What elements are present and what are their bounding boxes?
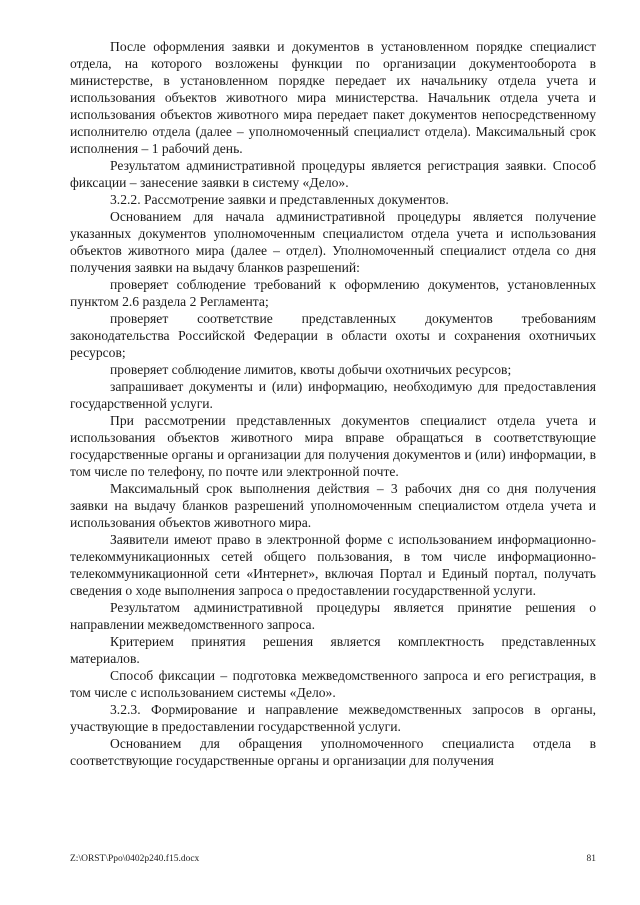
- section-heading: 3.2.2. Рассмотрение заявки и представленных документов.: [110, 192, 449, 207]
- section-heading: 3.2.3. Формирование и направление межведомственных запросов в органы, участвующие в предоставлении государственной услуги.: [70, 702, 596, 734]
- paragraph: При рассмотрении представленных документов специалист отдела учета и использования объектов животного мира вправе обращаться в соответствующие государственные органы и организации для получения документов и (или) информации, в том числе по телефону, по почте или электронной почте.: [70, 413, 596, 479]
- paragraph: Заявители имеют право в электронной форме с использованием информационно-телекоммуникационных сетей общего пользования, в том числе информационно-телекоммуникационной сети «Интернет», включая Портал и Единый портал, получать сведения о ходе выполнения запроса о предоставлении государственной услуги.: [70, 532, 596, 598]
- paragraph: Критерием принятия решения является комплектность представленных материалов.: [70, 634, 596, 666]
- page-number: 81: [586, 854, 596, 864]
- paragraph: Максимальный срок выполнения действия – 3 рабочих дня со дня получения заявки на выдачу бланков разрешений уполномоченным специалистом отдела учета и использования объектов животного мира.: [70, 481, 596, 530]
- list-item: проверяет соблюдение требований к оформлению документов, установленных пунктом 2.6 раздела 2 Регламента;: [70, 277, 596, 309]
- paragraph: Способ фиксации – подготовка межведомственного запроса и его регистрация, в том числе с использованием системы «Дело».: [70, 668, 596, 700]
- list-item: запрашивает документы и (или) информацию, необходимую для предоставления государственной услуги.: [70, 379, 596, 411]
- paragraph: Основанием для обращения уполномоченного специалиста отдела в соответствующие государственные органы и организации для получения: [70, 736, 596, 768]
- list-item: проверяет соответствие представленных документов требованиям законодательства Российской Федерации в области охоты и сохранения охотничьих ресурсов;: [70, 311, 596, 360]
- paragraph: Основанием для начала административной процедуры является получение указанных документов уполномоченным специалистом отдела учета и использования объектов животного мира (далее – отдел). Уполномоченный специалист отдела со дня получения заявки на выдачу бланков разрешений:: [70, 209, 596, 275]
- paragraph: После оформления заявки и документов в установленном порядке специалист отдела, на которого возложены функции по организации документооборота в министерстве, в установленном порядке передает их начальнику отдела учета и использования объектов животного мира министерства. Начальник отдела учета и использования объектов животного мира передает пакет документов непосредственному исполнителю отдела (далее – уполномоченный специалист отдела). Максимальный срок исполнения – 1 рабочий день.: [70, 39, 596, 156]
- document-body: [70, 38, 596, 769]
- paragraph: Результатом административной процедуры является принятие решения о направлении межведомственного запроса.: [70, 600, 596, 632]
- footer-file-path: Z:\ORST\Ppo\0402p240.f15.docx: [70, 854, 200, 864]
- paragraph: Результатом административной процедуры является регистрация заявки. Способ фиксации – занесение заявки в систему «Дело».: [70, 158, 596, 190]
- list-item: проверяет соблюдение лимитов, квоты добычи охотничьих ресурсов;: [110, 362, 512, 377]
